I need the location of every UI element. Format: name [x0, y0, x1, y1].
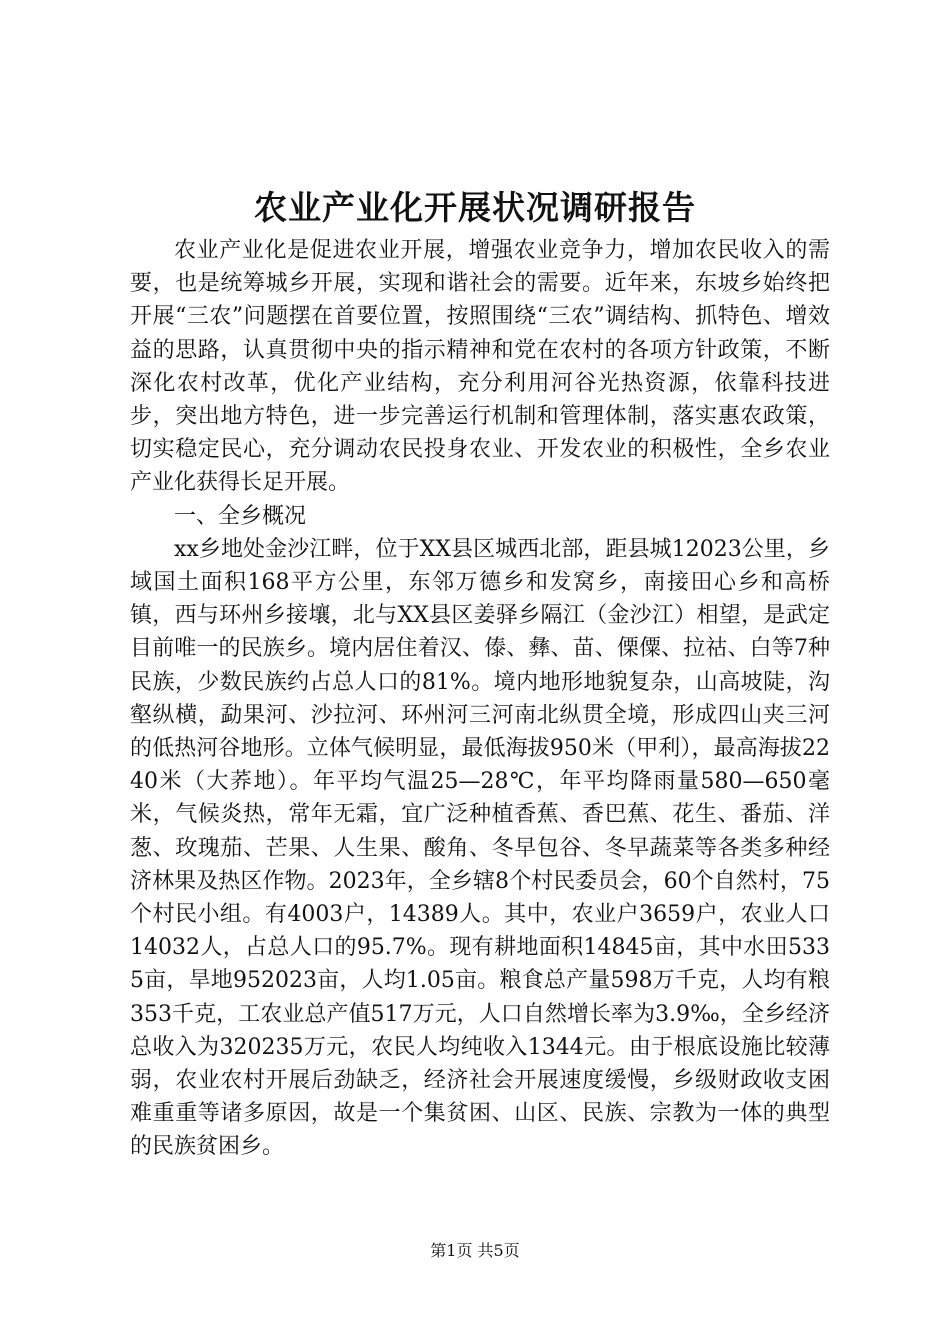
overview-paragraph: xx乡地处金沙江畔，位于XX县区城西北部，距县城12023公里，乡域国土面积168平方公里，东邻万德乡和发窝乡，南接田心乡和高桥镇，西与环州乡接壤，北与XX县区姜驿乡隔江（金沙江）相望，是武定目前唯一的民族乡。境内居住着汉、傣、彝、苗、傈僳、拉祜、白等7种民族，少数民族约占总人口的81%。境内地形地貌复杂，山高坡陡，沟壑纵横，勐果河、沙拉河、环州河三河南北纵贯全境，形成四山夹三河的低热河谷地形。立体气候明显，最低海拔950米（甲利），最高海拔2240米（大荞地）。年平均气温25—28℃，年平均降雨量580—650毫米，气候炎热，常年无霜，宜广泛种植香蕉、香巴蕉、花生、番茄、洋葱、玫瑰茄、芒果、人生果、酸角、冬早包谷、冬早蔬菜等各类多种经济林果及热区作物。2023年，全乡辖8个村民委员会，60个自然村，75个村民小组。有4003户，14389人。其中，农业户3659户，农业人口14032人，占总人口的95.7%。现有耕地面积14845亩，其中水田5335亩，旱地952023亩，人均1.05亩。粮食总产量598万千克，人均有粮353千克，工农业总产值517万元，人口自然增长率为3.9‰，全乡经济总收入为320235万元，农民人均纯收入1344元。由于根底设施比较薄弱，农业农村开展后劲缺乏，经济社会开展速度缓慢，乡级财政收支困难重重等诸多原因，故是一个集贫困、山区、民族、宗教为一体的典型的民族贫困乡。: [130, 536, 830, 1160]
document-body: [130, 234, 830, 1164]
page-number-footer: 第1页 共5页: [430, 1241, 520, 1260]
section-heading: 一、全乡概况: [174, 503, 307, 529]
document-title: 农业产业化开展状况调研报告: [254, 188, 696, 227]
intro-paragraph: 农业产业化是促进农业开展，增强农业竞争力，增加农民收入的需要，也是统筹城乡开展，实现和谐社会的需要。近年来，东坡乡始终把开展“三农”问题摆在首要位置，按照围绕“三农”调结构、抓特色、增效益的思路，认真贯彻中央的指示精神和党在农村的各项方针政策，不断深化农村改革，优化产业结构，充分利用河谷光热资源，依靠科技进步，突出地方特色，进一步完善运行机制和管理体制，落实惠农政策，切实稳定民心，充分调动农民投身农业、开发农业的积极性，全乡农业产业化获得长足开展。: [130, 238, 830, 496]
